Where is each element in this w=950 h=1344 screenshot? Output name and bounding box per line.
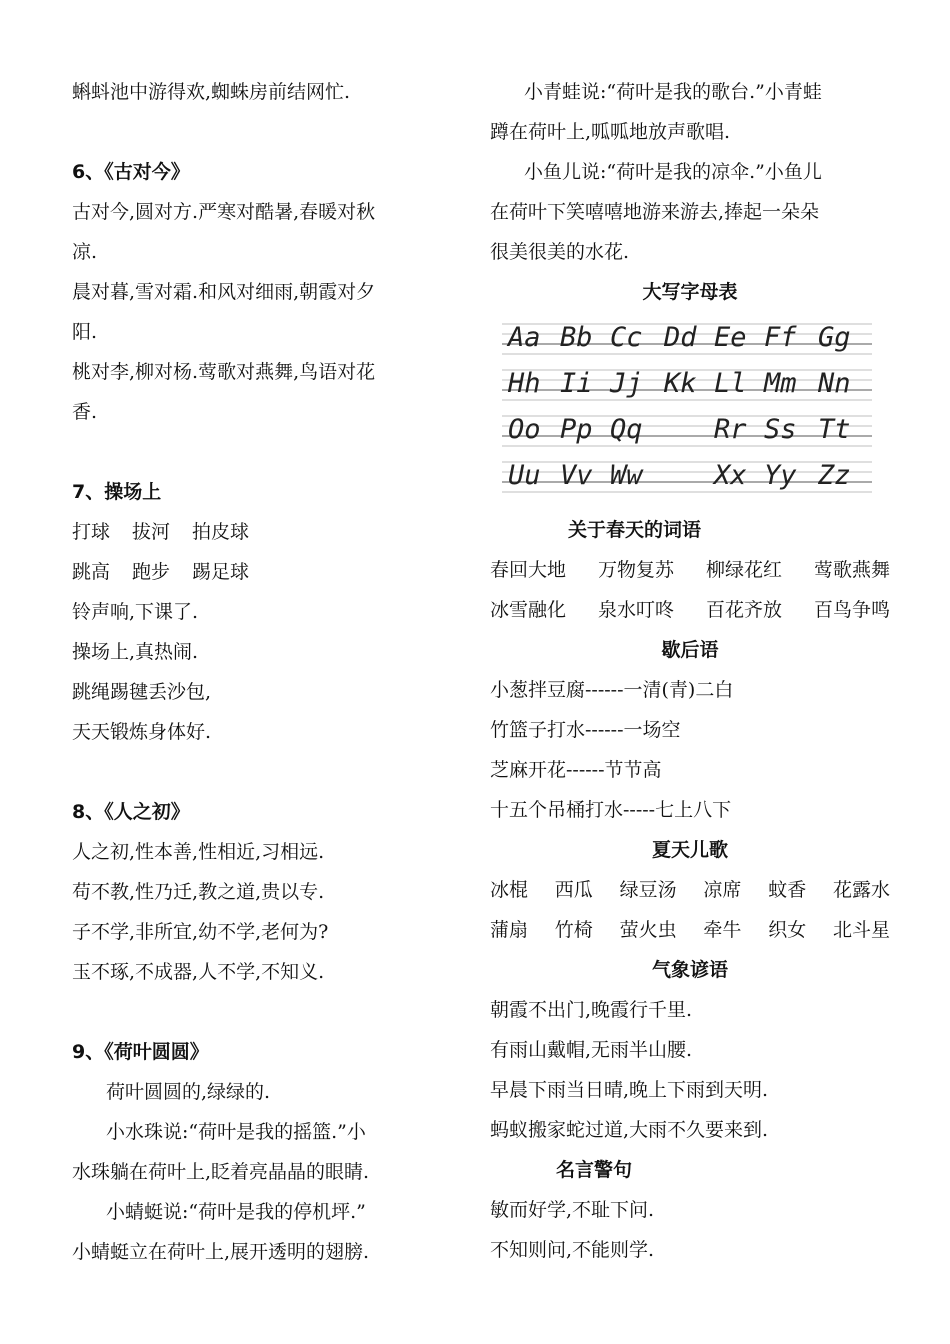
word-row [490, 870, 890, 910]
letter-pair: Gg [818, 322, 851, 353]
word: 绿豆汤 [619, 879, 677, 901]
right-column [490, 72, 890, 1270]
weather-title: 气象谚语 [651, 959, 728, 981]
word: 蚊香 [768, 879, 807, 901]
word-row [72, 552, 444, 592]
word: 萤火虫 [619, 919, 677, 941]
word: 柳绿花红 [705, 559, 782, 581]
word: 百花齐放 [705, 599, 782, 621]
letter-pair: Cc [610, 322, 643, 353]
text-line: 朝霞不出门,晚霞行千里. [490, 999, 693, 1021]
letter-pair: Ss [764, 414, 797, 445]
letter-pair: Oo [508, 414, 541, 445]
letter-pair: Nn [818, 368, 851, 399]
text-line: 小蜻蜓说:“荷叶是我的停机坪.” [106, 1201, 366, 1223]
text-line: 竹篮子打水------一场空 [490, 719, 681, 741]
word-row [490, 550, 890, 590]
letter-pair: Xx [714, 460, 747, 491]
spring-title: 关于春天的词语 [568, 519, 702, 541]
text-line: 小水珠说:“荷叶是我的摇篮.”小 [106, 1121, 366, 1143]
letter-pair: Rr [714, 414, 747, 445]
text-line: 十五个吊桶打水-----七上八下 [490, 799, 732, 821]
text-line: 古对今,圆对方.严寒对酷暑,春暖对秋 [72, 201, 376, 223]
word: 冰棍 [490, 879, 529, 901]
text-line: 小青蛙说:“荷叶是我的歌台.”小青蛙 [524, 81, 822, 103]
section-8-title: 8、《人之初》 [72, 801, 190, 823]
word: 凉席 [703, 879, 742, 901]
text-line: 阳. [72, 321, 98, 343]
letter-pair: Ee [714, 322, 747, 353]
text-line: 有雨山戴帽,无雨半山腰. [490, 1039, 693, 1061]
section-9-title: 9、《荷叶圆圆》 [72, 1041, 209, 1063]
letter-pair: Uu [508, 460, 541, 491]
letter-pair: Mm [764, 368, 797, 399]
text-line: 很美很美的水花. [490, 241, 630, 263]
word: 春回大地 [490, 559, 567, 581]
text-line: 早晨下雨当日晴,晚上下雨到天明. [490, 1079, 769, 1101]
letter-pair: Ww [610, 460, 643, 491]
letter-pair: Qq [610, 414, 643, 445]
text-line: 敏而好学,不耻下问. [490, 1199, 655, 1221]
letter-pair: Ff [764, 322, 797, 353]
text-line: 人之初,性本善,性相近,习相远. [72, 841, 325, 863]
quotes-title: 名言警句 [556, 1159, 633, 1181]
text-line: 晨对暮,雪对霜.和风对细雨,朝霞对夕 [72, 281, 376, 303]
letter-pair: Ll [714, 368, 747, 399]
word: 蒲扇 [490, 919, 529, 941]
text-line: 水珠躺在荷叶上,眨着亮晶晶的眼睛. [72, 1161, 370, 1183]
word: 万物复苏 [597, 559, 674, 581]
letter-pair: Kk [664, 368, 697, 399]
word: 跳高 [72, 561, 111, 583]
word: 拔河 [132, 521, 171, 543]
text-line: 子不学,非所宜,幼不学,老何为? [72, 921, 329, 943]
text-line: 在荷叶下笑嘻嘻地游来游去,捧起一朵朵 [490, 201, 820, 223]
text-line: 小葱拌豆腐------一清(青)二白 [490, 679, 734, 701]
section-7-title: 7、操场上 [72, 481, 162, 503]
word: 踢足球 [192, 561, 250, 583]
word-row [490, 590, 890, 630]
text-line: 桃对李,柳对杨.莺歌对燕舞,鸟语对花 [72, 361, 376, 383]
text-line: 蚂蚁搬家蛇过道,大雨不久要来到. [490, 1119, 769, 1141]
word-row [72, 512, 444, 552]
word: 牵牛 [703, 919, 742, 941]
word: 花露水 [832, 879, 890, 901]
letter-pair: Vv [560, 460, 593, 491]
word: 西瓜 [554, 879, 593, 901]
letter-pair: Aa [508, 322, 541, 353]
text-line: 凉. [72, 241, 98, 263]
section-6-title: 6、《古对今》 [72, 161, 190, 183]
summer-title: 夏天儿歌 [651, 839, 728, 861]
word: 跑步 [132, 561, 171, 583]
letter-pair: Bb [560, 322, 593, 353]
alphabet-svg [502, 318, 872, 504]
text-line: 小蜻蜓立在荷叶上,展开透明的翅膀. [72, 1241, 370, 1263]
text-line: 香. [72, 401, 98, 423]
text-line: 玉不琢,不成器,人不学,不知义. [72, 961, 325, 983]
letter-pair: Hh [508, 368, 541, 399]
xiehouyu-title: 歇后语 [661, 639, 719, 661]
word: 冰雪融化 [490, 599, 567, 621]
word: 打球 [72, 521, 111, 543]
text-line: 小鱼儿说:“荷叶是我的凉伞.”小鱼儿 [524, 161, 822, 183]
word: 织女 [768, 919, 807, 941]
text-line: 不知则问,不能则学. [490, 1239, 655, 1261]
letter-pair: Dd [664, 322, 697, 353]
tadpole-line: 蝌蚪池中游得欢,蜘蛛房前结网忙. [72, 81, 351, 103]
text-line: 芝麻开花------节节高 [490, 759, 662, 781]
word: 泉水叮咚 [597, 599, 674, 621]
word: 竹椅 [554, 919, 593, 941]
text-line: 天天锻炼身体好. [72, 721, 212, 743]
text-line: 蹲在荷叶上,呱呱地放声歌唱. [490, 121, 731, 143]
word: 百鸟争鸣 [813, 599, 890, 621]
word: 北斗星 [832, 919, 890, 941]
alphabet-title: 大写字母表 [642, 281, 738, 303]
letter-pair: Zz [818, 460, 851, 491]
letter-pair: Pp [560, 414, 593, 445]
letter-pair: Ii [560, 368, 593, 399]
word-row [490, 910, 890, 950]
letter-pair: Yy [764, 460, 797, 491]
text-line: 铃声响,下课了. [72, 601, 199, 623]
left-column [72, 72, 444, 1272]
letter-pair: Tt [818, 414, 851, 445]
text-line: 荷叶圆圆的,绿绿的. [106, 1081, 271, 1103]
alphabet-chart [502, 318, 872, 504]
text-line: 苟不教,性乃迁,教之道,贵以专. [72, 881, 325, 903]
word: 拍皮球 [192, 521, 250, 543]
text-line: 跳绳踢毽丢沙包, [72, 681, 212, 703]
word: 莺歌燕舞 [813, 559, 890, 581]
text-line: 操场上,真热闹. [72, 641, 199, 663]
letter-pair: Jj [610, 368, 643, 399]
